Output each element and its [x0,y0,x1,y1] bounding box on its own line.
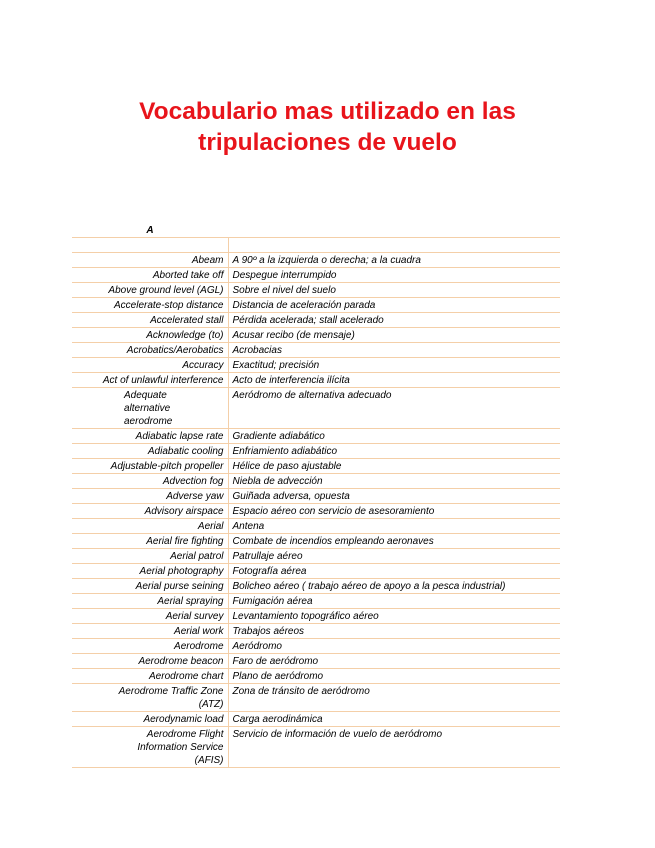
glossary-term-line: Information Service [137,742,224,753]
glossary-body [72,222,560,768]
glossary-term: Advisory airspace [72,504,228,519]
glossary-definition: Acrobacias [228,343,560,358]
title-line-1: Vocabulario mas utilizado en las [139,98,516,125]
glossary-row [72,459,560,474]
glossary-table [72,222,560,768]
glossary-definition: Faro de aeródromo [228,654,560,669]
glossary-term-line: Adequate [124,390,167,401]
glossary-row [72,268,560,283]
glossary-definition: Fumigación aérea [228,594,560,609]
glossary-term [72,727,228,768]
section-letter: A [72,222,228,238]
glossary-term: Accelerate-stop distance [72,298,228,313]
glossary-term: Aerodrome [72,639,228,654]
glossary-term-line: alternative [124,403,171,414]
glossary-row [72,253,560,268]
glossary-term: Aerial patrol [72,549,228,564]
glossary-term-line: (AFIS) [194,755,224,766]
blank-row [72,238,560,253]
glossary-term: Abeam [72,253,228,268]
glossary-term: Adjustable-pitch propeller [72,459,228,474]
glossary-term: Aerodrome beacon [72,654,228,669]
glossary-definition: Antena [228,519,560,534]
glossary-definition: Guiñada adversa, opuesta [228,489,560,504]
glossary-definition: Servicio de información de vuelo de aeródromo [228,727,560,768]
glossary-row [72,712,560,727]
glossary-term-line: (ATZ) [198,699,224,710]
glossary-row [72,489,560,504]
glossary-row [72,283,560,298]
glossary-row [72,639,560,654]
glossary-definition: Gradiente adiabático [228,429,560,444]
glossary-row [72,444,560,459]
glossary-row [72,429,560,444]
glossary-row [72,358,560,373]
glossary-term: Aerial work [72,624,228,639]
glossary-definition: Combate de incendios empleando aeronaves [228,534,560,549]
glossary-term: Aerial survey [72,609,228,624]
glossary-row [72,549,560,564]
glossary-term: Above ground level (AGL) [72,283,228,298]
glossary-row [72,579,560,594]
glossary-definition: Fotografía aérea [228,564,560,579]
glossary-term-line: Aerodrome Flight [146,729,224,740]
glossary-row [72,624,560,639]
glossary-term: Adiabatic lapse rate [72,429,228,444]
glossary-term: Aerial [72,519,228,534]
glossary-definition: Plano de aeródromo [228,669,560,684]
glossary-definition: Carga aerodinámica [228,712,560,727]
document-title [0,96,655,158]
glossary-term: Accuracy [72,358,228,373]
glossary-definition: Aeródromo de alternativa adecuado [228,388,560,429]
glossary-row [72,564,560,579]
glossary-row [72,343,560,358]
glossary-term: Acrobatics/Aerobatics [72,343,228,358]
glossary-term: Aerodynamic load [72,712,228,727]
glossary-term [72,388,228,429]
glossary-definition: A 90º a la izquierda o derecha; a la cuadra [228,253,560,268]
glossary-row [72,594,560,609]
glossary-definition: Sobre el nivel del suelo [228,283,560,298]
glossary-definition: Hélice de paso ajustable [228,459,560,474]
glossary-term: Aerial photography [72,564,228,579]
glossary-definition: Despegue interrumpido [228,268,560,283]
glossary-definition: Zona de tránsito de aeródromo [228,684,560,712]
glossary-definition: Enfriamiento adiabático [228,444,560,459]
glossary-definition: Acusar recibo (de mensaje) [228,328,560,343]
glossary-definition: Bolicheo aéreo ( trabajo aéreo de apoyo a la pesca industrial) [228,579,560,594]
glossary-row [72,519,560,534]
glossary-row [72,609,560,624]
glossary-definition: Exactitud; precisión [228,358,560,373]
glossary-term: Act of unlawful interference [72,373,228,388]
glossary-definition: Niebla de advección [228,474,560,489]
glossary-term: Aerodrome chart [72,669,228,684]
glossary-definition: Patrullaje aéreo [228,549,560,564]
glossary-term: Accelerated stall [72,313,228,328]
glossary-row [72,727,560,768]
glossary-row [72,684,560,712]
glossary-row [72,534,560,549]
glossary-row [72,373,560,388]
glossary-definition: Distancia de aceleración parada [228,298,560,313]
glossary-definition: Levantamiento topográfico aéreo [228,609,560,624]
glossary-term: Adiabatic cooling [72,444,228,459]
section-letter-row [72,222,560,238]
glossary-term: Aerial purse seining [72,579,228,594]
glossary-definition: Acto de interferencia ilícita [228,373,560,388]
glossary-definition: Espacio aéreo con servicio de asesoramiento [228,504,560,519]
glossary-term [72,684,228,712]
glossary-definition: Aeródromo [228,639,560,654]
glossary-row [72,313,560,328]
glossary-term: Aerial fire fighting [72,534,228,549]
glossary-row [72,504,560,519]
glossary-term-line: Aerodrome Traffic Zone [118,686,224,697]
glossary-term-line: aerodrome [124,416,173,427]
glossary-row [72,669,560,684]
title-line-2: tripulaciones de vuelo [198,129,457,156]
glossary-row [72,474,560,489]
glossary-row [72,654,560,669]
glossary-term: Adverse yaw [72,489,228,504]
glossary-term: Aerial spraying [72,594,228,609]
glossary-term: Aborted take off [72,268,228,283]
glossary-term: Acknowledge (to) [72,328,228,343]
glossary-definition: Pérdida acelerada; stall acelerado [228,313,560,328]
glossary-row [72,298,560,313]
glossary-row [72,328,560,343]
glossary-definition: Trabajos aéreos [228,624,560,639]
glossary-row [72,388,560,429]
glossary-term: Advection fog [72,474,228,489]
